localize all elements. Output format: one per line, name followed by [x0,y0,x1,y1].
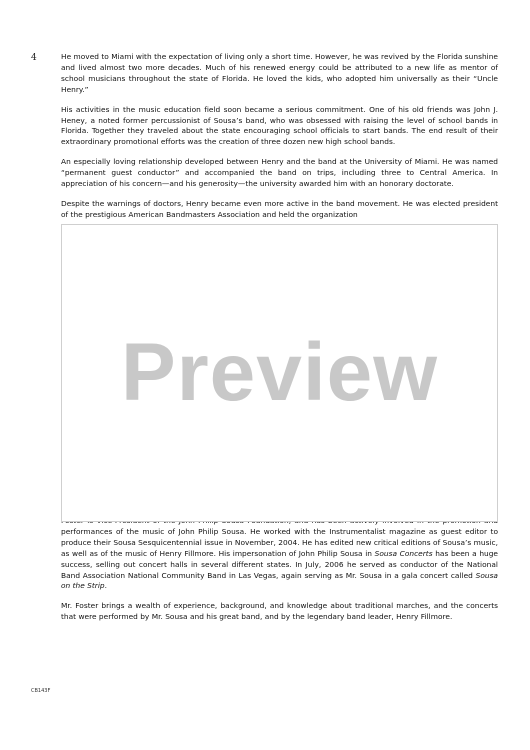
paragraph-band-movement: Despite the warnings of doctors, Henry became even more active in the band movement. He was elected president of the prestigious American Bandmasters Association and held the organization [61,198,498,219]
italic-title-sousa-on-the-strip: Sousa on the Strip [61,570,498,591]
preview-watermark-box [61,224,498,522]
page-number: 4 [31,53,37,63]
preview-watermark: Preview [121,327,438,418]
paragraph-university-of-miami: An especially loving relationship developed between Henry and the band at the University of Miami. He was named “permanent guest conductor” and accompanied the band on trips, including three to Central America. In appreciation of his concern—and his generosity—the university awarded him with an honorary doctorate. [61,157,498,189]
paragraph-foster-experience: Mr. Foster brings a wealth of experience, background, and knowledge about traditional marches, and the concerts that were performed by Mr. Sousa and his great band, and by the legendary band leader, Henry Fillmore. [61,601,498,622]
paragraph-miami: He moved to Miami with the expectation of living only a short time. However, he was revived by the Florida sunshine and lived almost two more decades. Much of his renewed energy could be attributed to a new life as mentor of school musicians throughout the state of Florida. He loved the kids, who adopted him universally as their “Uncle Henry.” [61,52,498,94]
paragraph-music-education: His activities in the music education field soon became a serious commitment. One of his old friends was John J. Heney, a noted former percussionist of Sousa’s band, who was obsessed with raising the level of school bands in Florida. Together they traveled about the state encouraging school officials to start bands. The end result of their extraordinary promotional efforts was the creation of three dozen new high school bands. [61,104,498,147]
bottom-text-block [61,516,498,632]
bio-text-a: performances of the music of John Philip Sousa. He worked with the Instrumentalist magazine as guest editor to produce their Sousa Sesquicentennial issue in November, 2004. He has edited new critical editions of Sousa’s music, as well as of the music of Henry Fillmore. His impersonation of John Philip Sousa in [61,526,498,558]
italic-title-sousa-concerts: Sousa Concerts [374,548,433,558]
bio-text-c: . [104,581,108,591]
catalog-code: CB143F [31,688,51,694]
bio-text-b: has been a huge success, selling out concert halls in several different states. In July, 2006 he served as conductor of the National Band Association National Community Band in Las Vegas, again serving as Mr. Sousa in a gala concert called [61,548,499,580]
top-text-block [61,52,498,221]
paragraph-foster-bio [61,516,498,592]
